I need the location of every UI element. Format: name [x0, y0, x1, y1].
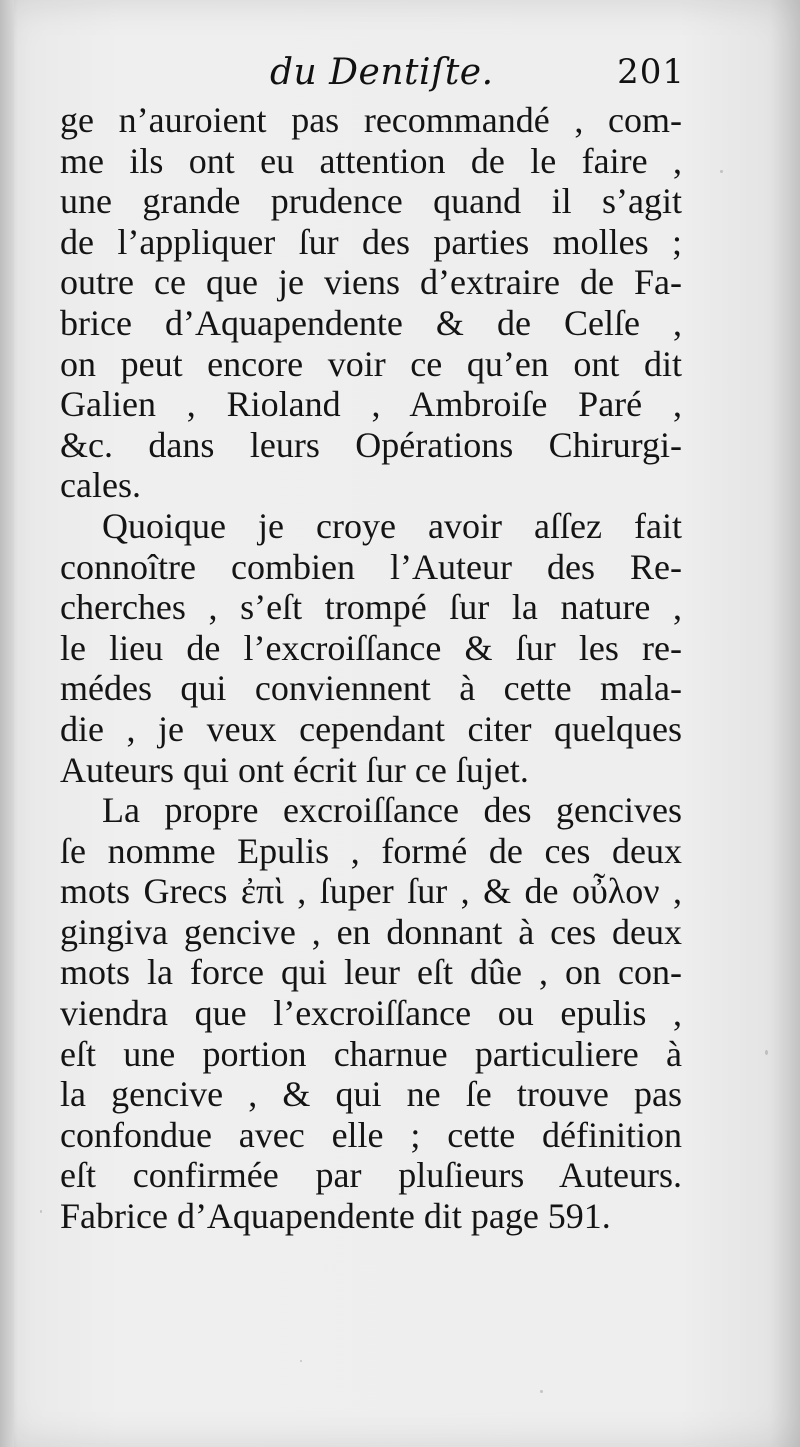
page-header — [60, 52, 685, 102]
text-line: me ils ont eu attention de le faire , — [60, 140, 682, 181]
text-line: confondue avec elle ; cette définition — [60, 1114, 682, 1155]
text-line: de l’appliquer ſur des parties molles ; — [60, 221, 682, 262]
text-line: le lieu de l’excroiſſance & ſur les re- — [60, 627, 682, 668]
text-line: connoître combien l’Auteur des Re- — [60, 546, 682, 587]
text-line: gingiva gencive , en donnant à ces deux — [60, 911, 682, 952]
page-number: 201 — [617, 52, 685, 92]
text-line: Fabrice d’Aquapendente dit page 591. — [60, 1196, 611, 1237]
text-line: Auteurs qui ont écrit ſur ce ſujet. — [60, 749, 529, 790]
paper-speck — [720, 170, 723, 173]
text-line: cales. — [60, 465, 141, 506]
text-line: ge n’auroient pas recommandé , com- — [60, 100, 682, 140]
text-line: ſe nomme Epulis , formé de ces deux — [60, 830, 682, 871]
text-line: médes qui conviennent à cette mala- — [60, 668, 682, 709]
text-line: viendra que l’excroiſſance ou epulis , — [60, 993, 682, 1034]
text-line: outre ce que je viens d’extraire de Fa- — [60, 262, 682, 303]
text-line: une grande prudence quand il s’agit — [60, 181, 682, 222]
text-line: la gencive , & qui ne ſe trouve pas — [60, 1074, 682, 1115]
running-title: du Dentiſte. — [270, 52, 494, 93]
paper-speck — [300, 1360, 302, 1362]
paper-speck — [540, 1390, 543, 1393]
text-line: on peut encore voir ce qu’en ont dit — [60, 343, 682, 384]
paragraph-start-line: La propre excroiſſance des gencives — [102, 790, 682, 831]
text-line: eſt une portion charnue particuliere à — [60, 1033, 682, 1074]
text-line: eſt confirmée par pluſieurs Auteurs. — [60, 1155, 682, 1196]
page-gutter — [0, 0, 14, 1447]
text-line: Galien , Rioland , Ambroiſe Paré , — [60, 384, 682, 425]
text-line: &c. dans leurs Opérations Chirurgi- — [60, 424, 682, 465]
text-line: cherches , s’eſt trompé ſur la nature , — [60, 587, 682, 628]
body-text — [60, 100, 682, 1237]
text-line: mots la force qui leur eſt dûe , on con- — [60, 952, 682, 993]
paragraph-start-line: Quoique je croye avoir aſſez fait — [102, 505, 682, 546]
text-line: brice d’Aquapendente & de Celſe , — [60, 302, 682, 343]
text-line: mots Grecs ἐπὶ , ſuper ſur , & de οὖλον , — [60, 871, 682, 912]
paper-speck — [765, 1050, 768, 1055]
paper-speck — [40, 1210, 42, 1213]
text-line: die , je veux cependant citer quelques — [60, 708, 682, 749]
